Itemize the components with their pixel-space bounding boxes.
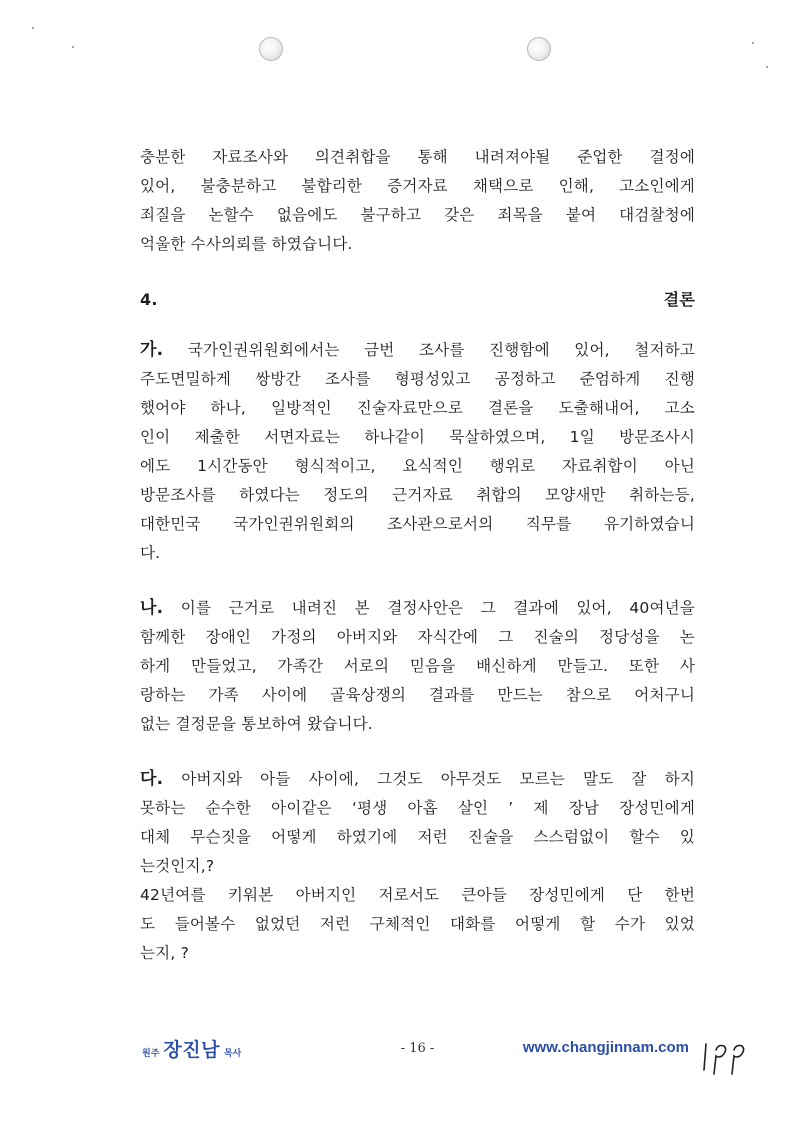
intro-paragraph bbox=[140, 143, 695, 259]
text-line: 함께한 장애인 가정의 아버지와 자식간에 그 진술의 정당성을 논 bbox=[140, 628, 695, 646]
text-line: 에도 1시간동안 형식적이고, 요식적인 행위로 자료취합이 아닌 bbox=[140, 457, 695, 475]
scan-speck bbox=[752, 42, 754, 44]
handwritten-page-mark bbox=[700, 1036, 760, 1076]
punch-hole-right bbox=[527, 37, 551, 61]
punch-hole-left bbox=[259, 37, 283, 61]
paragraph-na bbox=[140, 594, 695, 739]
text-line: 없는 결정문을 통보하여 왔습니다. bbox=[140, 715, 373, 733]
website-link[interactable]: www.changjinnam.com bbox=[522, 1039, 689, 1056]
logo-prefix: 원주 bbox=[142, 1049, 160, 1059]
text-line: 방문조사를 하였다는 정도의 근거자료 취합의 모양새만 취하는등, bbox=[140, 486, 695, 504]
text-line: 도 들어볼수 없었던 저런 구체적인 대화를 어떻게 할 수가 있었 bbox=[140, 915, 695, 933]
text-line: 죄질을 논할수 없음에도 불구하고 갖은 죄목을 붙여 대검찰청에 bbox=[140, 206, 695, 224]
paragraph-da bbox=[140, 765, 695, 968]
text-line: 했어야 하나, 일방적인 진술자료만으로 결론을 도출해내어, 고소 bbox=[140, 399, 695, 417]
text-line: 억울한 수사의뢰를 하였습니다. bbox=[140, 235, 353, 253]
logo-name: 장진남 bbox=[163, 1039, 220, 1061]
text-line: 충분한 자료조사와 의견취합을 통해 내려져야될 준업한 결정에 bbox=[140, 148, 695, 166]
text-line: 는것인지,? bbox=[140, 857, 215, 875]
scan-speck bbox=[766, 66, 768, 68]
text-line: 하게 만들었고, 가족간 서로의 믿음을 배신하게 만들고. 또한 사 bbox=[140, 657, 695, 675]
page-number: - 16 - bbox=[400, 1041, 435, 1056]
text-line: 인이 제출한 서면자료는 하나같이 묵살하였으며, 1일 방문조사시 bbox=[140, 428, 695, 446]
page-footer bbox=[140, 1035, 695, 1065]
text-line: 가. 국가인권위원회에서는 금번 조사를 진행함에 있어, 철저하고 bbox=[140, 340, 695, 360]
scan-speck bbox=[72, 46, 74, 48]
paragraph-marker: 나. bbox=[140, 598, 164, 618]
text-line: 대체 무슨짓을 어떻게 하였기에 저런 진술을 스스럼없이 할수 있 bbox=[140, 828, 695, 846]
text-line: 42년여를 키워본 아버지인 저로서도 큰아들 장성민에게 단 한번 bbox=[140, 886, 695, 904]
paragraph-marker: 가. bbox=[140, 340, 164, 360]
text-line: 있어, 불충분하고 불합리한 증거자료 채택으로 인해, 고소인에게 bbox=[140, 177, 695, 195]
paragraph-ga bbox=[140, 336, 695, 568]
scan-speck bbox=[32, 27, 34, 29]
text-line: 다. bbox=[140, 544, 161, 562]
text-line: 대한민국 국가인권위원회의 조사관으로서의 직무를 유기하였습니 bbox=[140, 515, 695, 533]
text-line: 주도면밀하게 쌍방간 조사를 형평성있고 공정하고 준엄하게 진행 bbox=[140, 370, 695, 388]
logo-suffix: 목사 bbox=[223, 1049, 242, 1059]
text-line: 는지, ? bbox=[140, 944, 190, 962]
text-line: 나. 이를 근거로 내려진 본 결정사안은 그 결과에 있어, 40여년을 bbox=[140, 598, 695, 618]
text-line: 못하는 순수한 아이같은 ‘평생 아홉 살인 ’ 제 장남 장성민에게 bbox=[140, 799, 695, 817]
document-body bbox=[140, 143, 695, 968]
section-heading-conclusion: 4. 결론 bbox=[140, 290, 695, 309]
paragraph-marker: 다. bbox=[140, 769, 164, 789]
text-line: 랑하는 가족 사이에 골육상쟁의 결과를 만드는 참으로 어처구니 bbox=[140, 686, 695, 704]
text-line: 다. 아버지와 아들 사이에, 그것도 아무것도 모르는 말도 잘 하지 bbox=[140, 769, 695, 789]
